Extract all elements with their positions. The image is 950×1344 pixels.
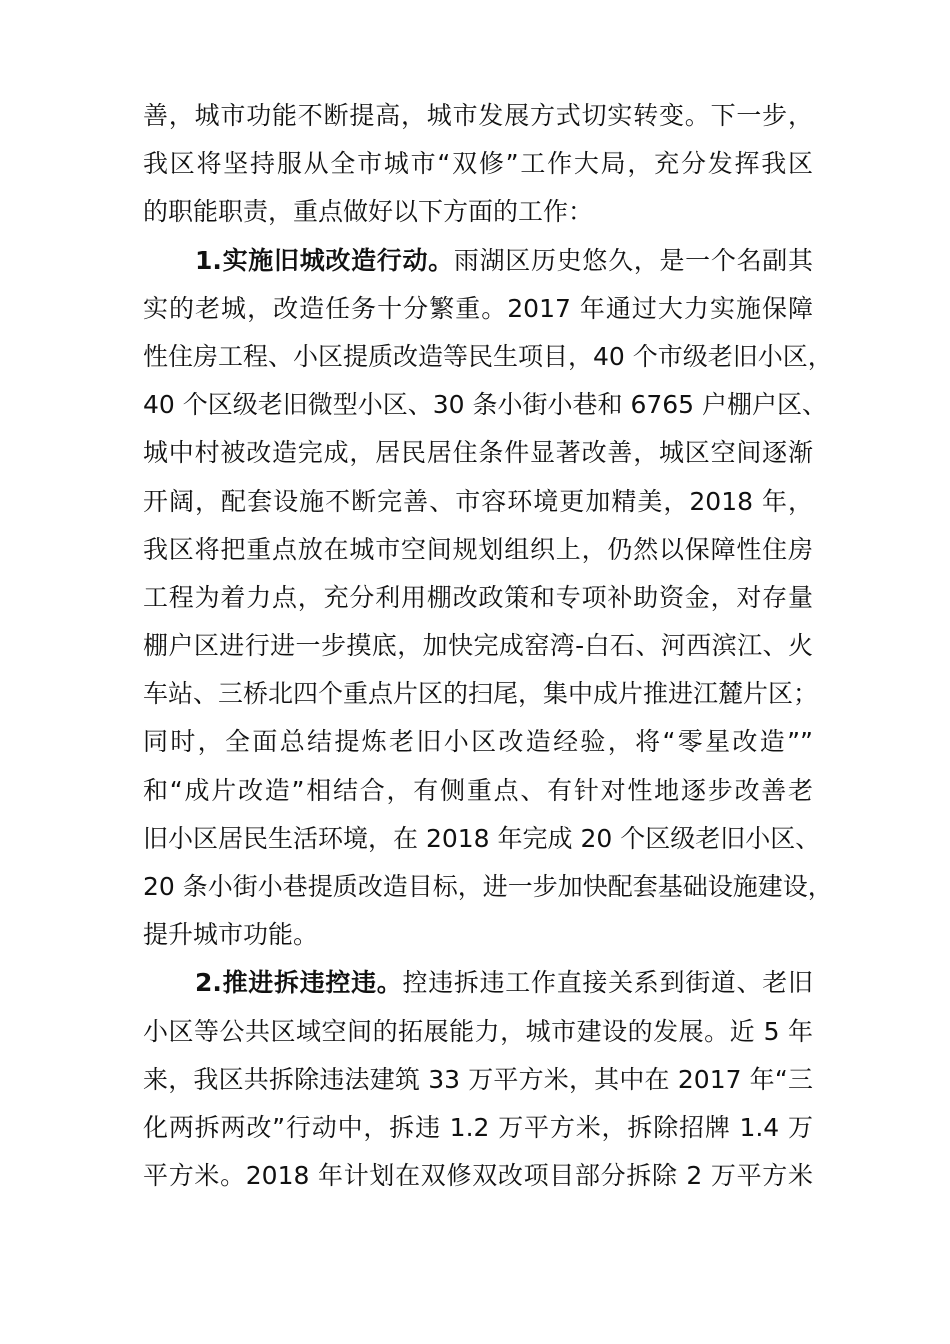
section-heading: 2.推进拆违控违。 xyxy=(195,968,403,998)
text-line: 我区将坚持服从全市城市“双修”工作大局，充分发挥我区 xyxy=(143,149,813,179)
text-line: 同时，全面总结提炼老旧小区改造经验，将“零星改造”” xyxy=(143,727,813,757)
body-text xyxy=(143,92,833,1200)
section-intro-text: 控违拆违工作直接关系到街道、老旧 xyxy=(402,968,813,998)
text-line: 来，我区共拆除违法建筑 33 万平方米，其中在 2017 年“三 xyxy=(143,1064,813,1094)
text-line: 城中村被改造完成，居民居住条件显著改善，城区空间逐渐 xyxy=(143,438,813,468)
text-line: 平方米。2018 年计划在双修双改项目部分拆除 2 万平方米 xyxy=(143,1161,813,1191)
text-line: 40 个区级老旧微型小区、30 条小街小巷和 6765 户棚户区、 xyxy=(143,390,828,420)
text-line: 和“成片改造”相结合，有侧重点、有针对性地逐步改善老 xyxy=(143,775,813,805)
text-line: 小区等公共区域空间的拓展能力，城市建设的发展。近 5 年 xyxy=(143,1016,813,1046)
text-line: 棚户区进行进一步摸底，加快完成窑湾-白石、河西滨江、火 xyxy=(143,631,813,661)
text-line: 性住房工程、小区提质改造等民生项目，40 个市级老旧小区， xyxy=(143,341,833,371)
text-line: 实的老城，改造任务十分繁重。2017 年通过大力实施保障 xyxy=(143,293,813,323)
section-heading-line xyxy=(143,237,813,285)
text-line: 开阔，配套设施不断完善、市容环境更加精美，2018 年， xyxy=(143,486,813,516)
text-line: 车站、三桥北四个重点片区的扫尾，集中成片推进江麓片区； xyxy=(143,679,819,709)
text-line: 工程为着力点，充分利用棚改政策和专项补助资金，对存量 xyxy=(143,582,813,612)
text-line: 我区将把重点放在城市空间规划组织上，仍然以保障性住房 xyxy=(143,534,813,564)
section-intro-text: 雨湖区历史悠久，是一个名副其 xyxy=(453,245,813,275)
section-heading: 1.实施旧城改造行动。 xyxy=(195,245,454,275)
text-line: 旧小区居民生活环境，在 2018 年完成 20 个区级老旧小区、 xyxy=(143,823,821,853)
text-line: 的职能职责，重点做好以下方面的工作： xyxy=(143,197,594,227)
text-line: 20 条小街小巷提质改造目标，进一步加快配套基础设施建设， xyxy=(143,872,833,901)
text-line: 善，城市功能不断提高，城市发展方式切实转变。下一步， xyxy=(143,101,813,130)
text-line: 化两拆两改”行动中，拆违 1.2 万平方米，拆除招牌 1.4 万 xyxy=(143,1112,813,1142)
text-line: 提升城市功能。 xyxy=(143,920,319,950)
section-heading-line xyxy=(143,959,813,1007)
